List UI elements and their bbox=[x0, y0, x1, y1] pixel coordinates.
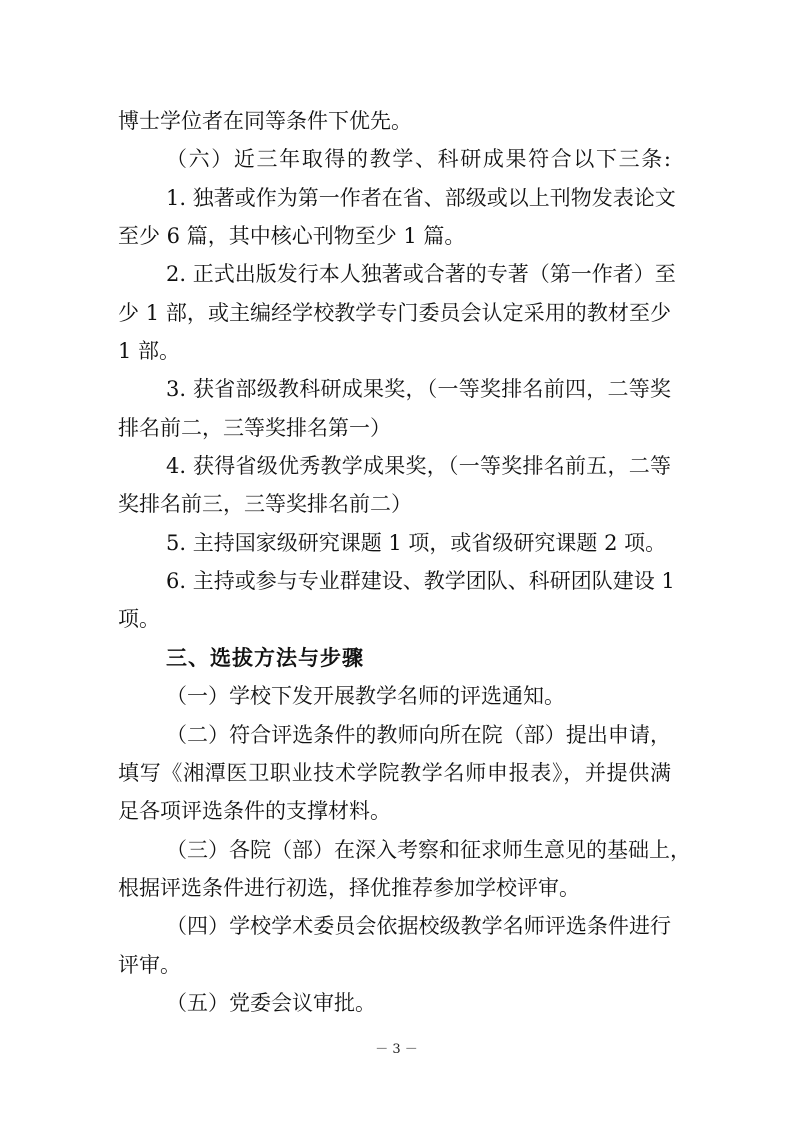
text-line: 1. 独著或作为第一作者在省、部级或以上刊物发表论文 bbox=[166, 185, 676, 210]
text-line: 5. 主持国家级研究课题 1 项，或省级研究课题 2 项。 bbox=[166, 530, 667, 555]
text-line: 6. 主持或参与专业群建设、教学团队、科研团队建设 1 bbox=[166, 569, 675, 594]
text-line: 足各项评选条件的支撑材料。 bbox=[118, 799, 391, 824]
text-line: （三）各院（部）在深入考察和征求师生意见的基础上， bbox=[166, 837, 691, 862]
section-heading: 三、选拔方法与步骤 bbox=[166, 645, 364, 670]
text-line: 少 1 部，或主编经学校教学专门委员会认定采用的教材至少 bbox=[118, 300, 671, 325]
text-line: （五）党委会议审批。 bbox=[166, 990, 376, 1015]
text-line: （二）符合评选条件的教师向所在院（部）提出申请， bbox=[166, 722, 671, 747]
text-line: （六）近三年取得的教学、科研成果符合以下三条: bbox=[166, 147, 671, 172]
text-line: 项。 bbox=[118, 607, 160, 632]
page-number: － 3 － bbox=[375, 1042, 418, 1057]
text-line: 3. 获省部级教科研成果奖，（一等奖排名前四，二等奖 bbox=[166, 377, 671, 402]
text-line: 4. 获得省级优秀教学成果奖，（一等奖排名前五，二等 bbox=[166, 454, 671, 479]
text-line: 1 部。 bbox=[118, 339, 181, 364]
text-line: 博士学位者在同等条件下优先。 bbox=[118, 109, 412, 133]
text-line: （一）学校下发开展教学名师的评选通知。 bbox=[166, 684, 565, 709]
text-line: 填写《湘潭医卫职业技术学院教学名师申报表》，并提供满 bbox=[118, 760, 671, 785]
text-line: 2. 正式出版发行本人独著或合著的专著（第一作者）至 bbox=[166, 262, 676, 287]
document-body bbox=[118, 102, 691, 1022]
text-line: 排名前二，三等奖排名第一） bbox=[118, 415, 391, 440]
text-line: 根据评选条件进行初选，择优推荐参加学校评审。 bbox=[118, 875, 580, 900]
text-line: 至少 6 篇，其中核心刊物至少 1 篇。 bbox=[118, 224, 466, 249]
text-line: 评审。 bbox=[118, 952, 181, 977]
text-line: （四）学校学术委员会依据校级教学名师评选条件进行 bbox=[166, 914, 671, 939]
text-line: 奖排名前三，三等奖排名前二） bbox=[118, 492, 412, 517]
